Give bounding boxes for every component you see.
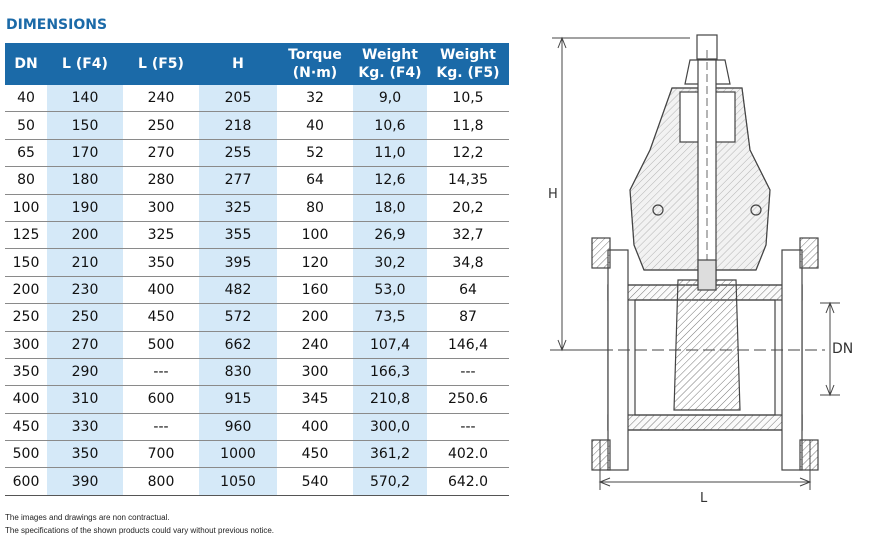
table-cell: 190 — [47, 194, 123, 221]
table-cell: 400 — [123, 276, 199, 303]
table-cell: 170 — [47, 139, 123, 166]
table-cell: 150 — [5, 249, 47, 276]
table-cell: 210,8 — [353, 386, 427, 413]
table-cell: 361,2 — [353, 441, 427, 468]
table-cell: 350 — [5, 358, 47, 385]
table-cell: --- — [427, 413, 509, 440]
table-cell: 540 — [277, 468, 353, 495]
table-cell: 350 — [123, 249, 199, 276]
table-cell: 277 — [199, 167, 277, 194]
table-cell: 64 — [427, 276, 509, 303]
table-cell: 205 — [199, 85, 277, 112]
column-header: Weight Kg. (F5) — [427, 43, 509, 85]
disclaimer-note: The specifications of the shown products could vary without previous notice. — [5, 526, 275, 535]
table-cell: 150 — [47, 112, 123, 139]
table-cell: 390 — [47, 468, 123, 495]
table-row — [5, 112, 509, 139]
table-cell: 600 — [123, 386, 199, 413]
table-row — [5, 304, 509, 331]
table-cell: 100 — [277, 221, 353, 248]
column-header: L (F4) — [47, 43, 123, 85]
table-cell: 570,2 — [353, 468, 427, 495]
dn-label: DN — [832, 341, 854, 357]
table-cell: 210 — [47, 249, 123, 276]
table-cell: 960 — [199, 413, 277, 440]
table-row — [5, 386, 509, 413]
table-cell: 32,7 — [427, 221, 509, 248]
table-cell: 11,8 — [427, 112, 509, 139]
table-cell: 65 — [5, 139, 47, 166]
table-cell: 642.0 — [427, 468, 509, 495]
table-cell: 700 — [123, 441, 199, 468]
table-cell: 270 — [123, 139, 199, 166]
table-row — [5, 441, 509, 468]
table-cell: 240 — [123, 85, 199, 112]
column-header: Torque (N·m) — [277, 43, 353, 85]
table-cell: 830 — [199, 358, 277, 385]
table-cell: 355 — [199, 221, 277, 248]
height-label: H — [548, 187, 558, 202]
table-cell: 146,4 — [427, 331, 509, 358]
table-cell: 600 — [5, 468, 47, 495]
column-header: Weight Kg. (F4) — [353, 43, 427, 85]
table-row — [5, 358, 509, 385]
table-cell: 80 — [5, 167, 47, 194]
table-cell: 572 — [199, 304, 277, 331]
table-cell: 230 — [47, 276, 123, 303]
table-cell: 250.6 — [427, 386, 509, 413]
table-cell: 10,5 — [427, 85, 509, 112]
table-cell: 270 — [47, 331, 123, 358]
table-cell: 395 — [199, 249, 277, 276]
section-title: DIMENSIONS — [6, 17, 108, 33]
table-cell: 1050 — [199, 468, 277, 495]
table-cell: 450 — [277, 441, 353, 468]
table-row — [5, 249, 509, 276]
table-cell: 325 — [199, 194, 277, 221]
table-row — [5, 468, 509, 495]
table-cell: 218 — [199, 112, 277, 139]
table-row — [5, 139, 509, 166]
table-cell: 662 — [199, 331, 277, 358]
table-cell: 166,3 — [353, 358, 427, 385]
table-row — [5, 85, 509, 112]
table-cell: 64 — [277, 167, 353, 194]
table-cell: 250 — [123, 112, 199, 139]
table-cell: 11,0 — [353, 139, 427, 166]
disclaimer-note: The images and drawings are non contractual. — [5, 513, 170, 522]
table-cell: 26,9 — [353, 221, 427, 248]
table-cell: 12,2 — [427, 139, 509, 166]
table-cell: 500 — [123, 331, 199, 358]
table-cell: 325 — [123, 221, 199, 248]
table-cell: 52 — [277, 139, 353, 166]
table-cell: 250 — [47, 304, 123, 331]
table-cell: 400 — [5, 386, 47, 413]
column-header: L (F5) — [123, 43, 199, 85]
table-row — [5, 276, 509, 303]
column-header: H — [199, 43, 277, 85]
table-cell: 482 — [199, 276, 277, 303]
table-cell: 290 — [47, 358, 123, 385]
table-cell: 12,6 — [353, 167, 427, 194]
table-cell: 34,8 — [427, 249, 509, 276]
table-cell: 87 — [427, 304, 509, 331]
table-cell: 400 — [277, 413, 353, 440]
table-cell: 20,2 — [427, 194, 509, 221]
table-row — [5, 221, 509, 248]
table-cell: 50 — [5, 112, 47, 139]
table-row — [5, 331, 509, 358]
table-cell: 200 — [47, 221, 123, 248]
table-cell: 450 — [5, 413, 47, 440]
table-cell: 180 — [47, 167, 123, 194]
table-row — [5, 413, 509, 440]
table-cell: 18,0 — [353, 194, 427, 221]
table-cell: 80 — [277, 194, 353, 221]
table-cell: 255 — [199, 139, 277, 166]
table-cell: 1000 — [199, 441, 277, 468]
table-cell: 53,0 — [353, 276, 427, 303]
table-cell: 280 — [123, 167, 199, 194]
column-header: DN — [5, 43, 47, 85]
length-label: L — [700, 491, 708, 506]
table-cell: 402.0 — [427, 441, 509, 468]
table-cell: 300 — [5, 331, 47, 358]
table-cell: --- — [123, 358, 199, 385]
table-cell: 300 — [123, 194, 199, 221]
table-cell: 345 — [277, 386, 353, 413]
table-cell: 100 — [5, 194, 47, 221]
table-cell: 300,0 — [353, 413, 427, 440]
table-cell: 30,2 — [353, 249, 427, 276]
table-cell: 310 — [47, 386, 123, 413]
table-cell: 915 — [199, 386, 277, 413]
table-cell: 200 — [277, 304, 353, 331]
table-cell: --- — [123, 413, 199, 440]
table-cell: 32 — [277, 85, 353, 112]
table-row — [5, 167, 509, 194]
table-cell: 250 — [5, 304, 47, 331]
gate-valve-drawing — [540, 20, 860, 510]
table-cell: 300 — [277, 358, 353, 385]
table-cell: 14,35 — [427, 167, 509, 194]
table-header-row — [5, 43, 509, 85]
table-cell: 40 — [277, 112, 353, 139]
table-cell: 240 — [277, 331, 353, 358]
table-cell: 500 — [5, 441, 47, 468]
table-cell: 107,4 — [353, 331, 427, 358]
table-cell: 9,0 — [353, 85, 427, 112]
table-cell: 73,5 — [353, 304, 427, 331]
table-cell: 350 — [47, 441, 123, 468]
table-cell: 330 — [47, 413, 123, 440]
table-cell: 200 — [5, 276, 47, 303]
dimensions-table — [5, 43, 509, 496]
table-cell: 120 — [277, 249, 353, 276]
table-cell: 10,6 — [353, 112, 427, 139]
table-body — [5, 85, 509, 495]
table-row — [5, 194, 509, 221]
table-cell: 125 — [5, 221, 47, 248]
table-cell: 160 — [277, 276, 353, 303]
table-cell: 140 — [47, 85, 123, 112]
table-cell: 450 — [123, 304, 199, 331]
table-cell: 800 — [123, 468, 199, 495]
table-cell: 40 — [5, 85, 47, 112]
table-cell: --- — [427, 358, 509, 385]
